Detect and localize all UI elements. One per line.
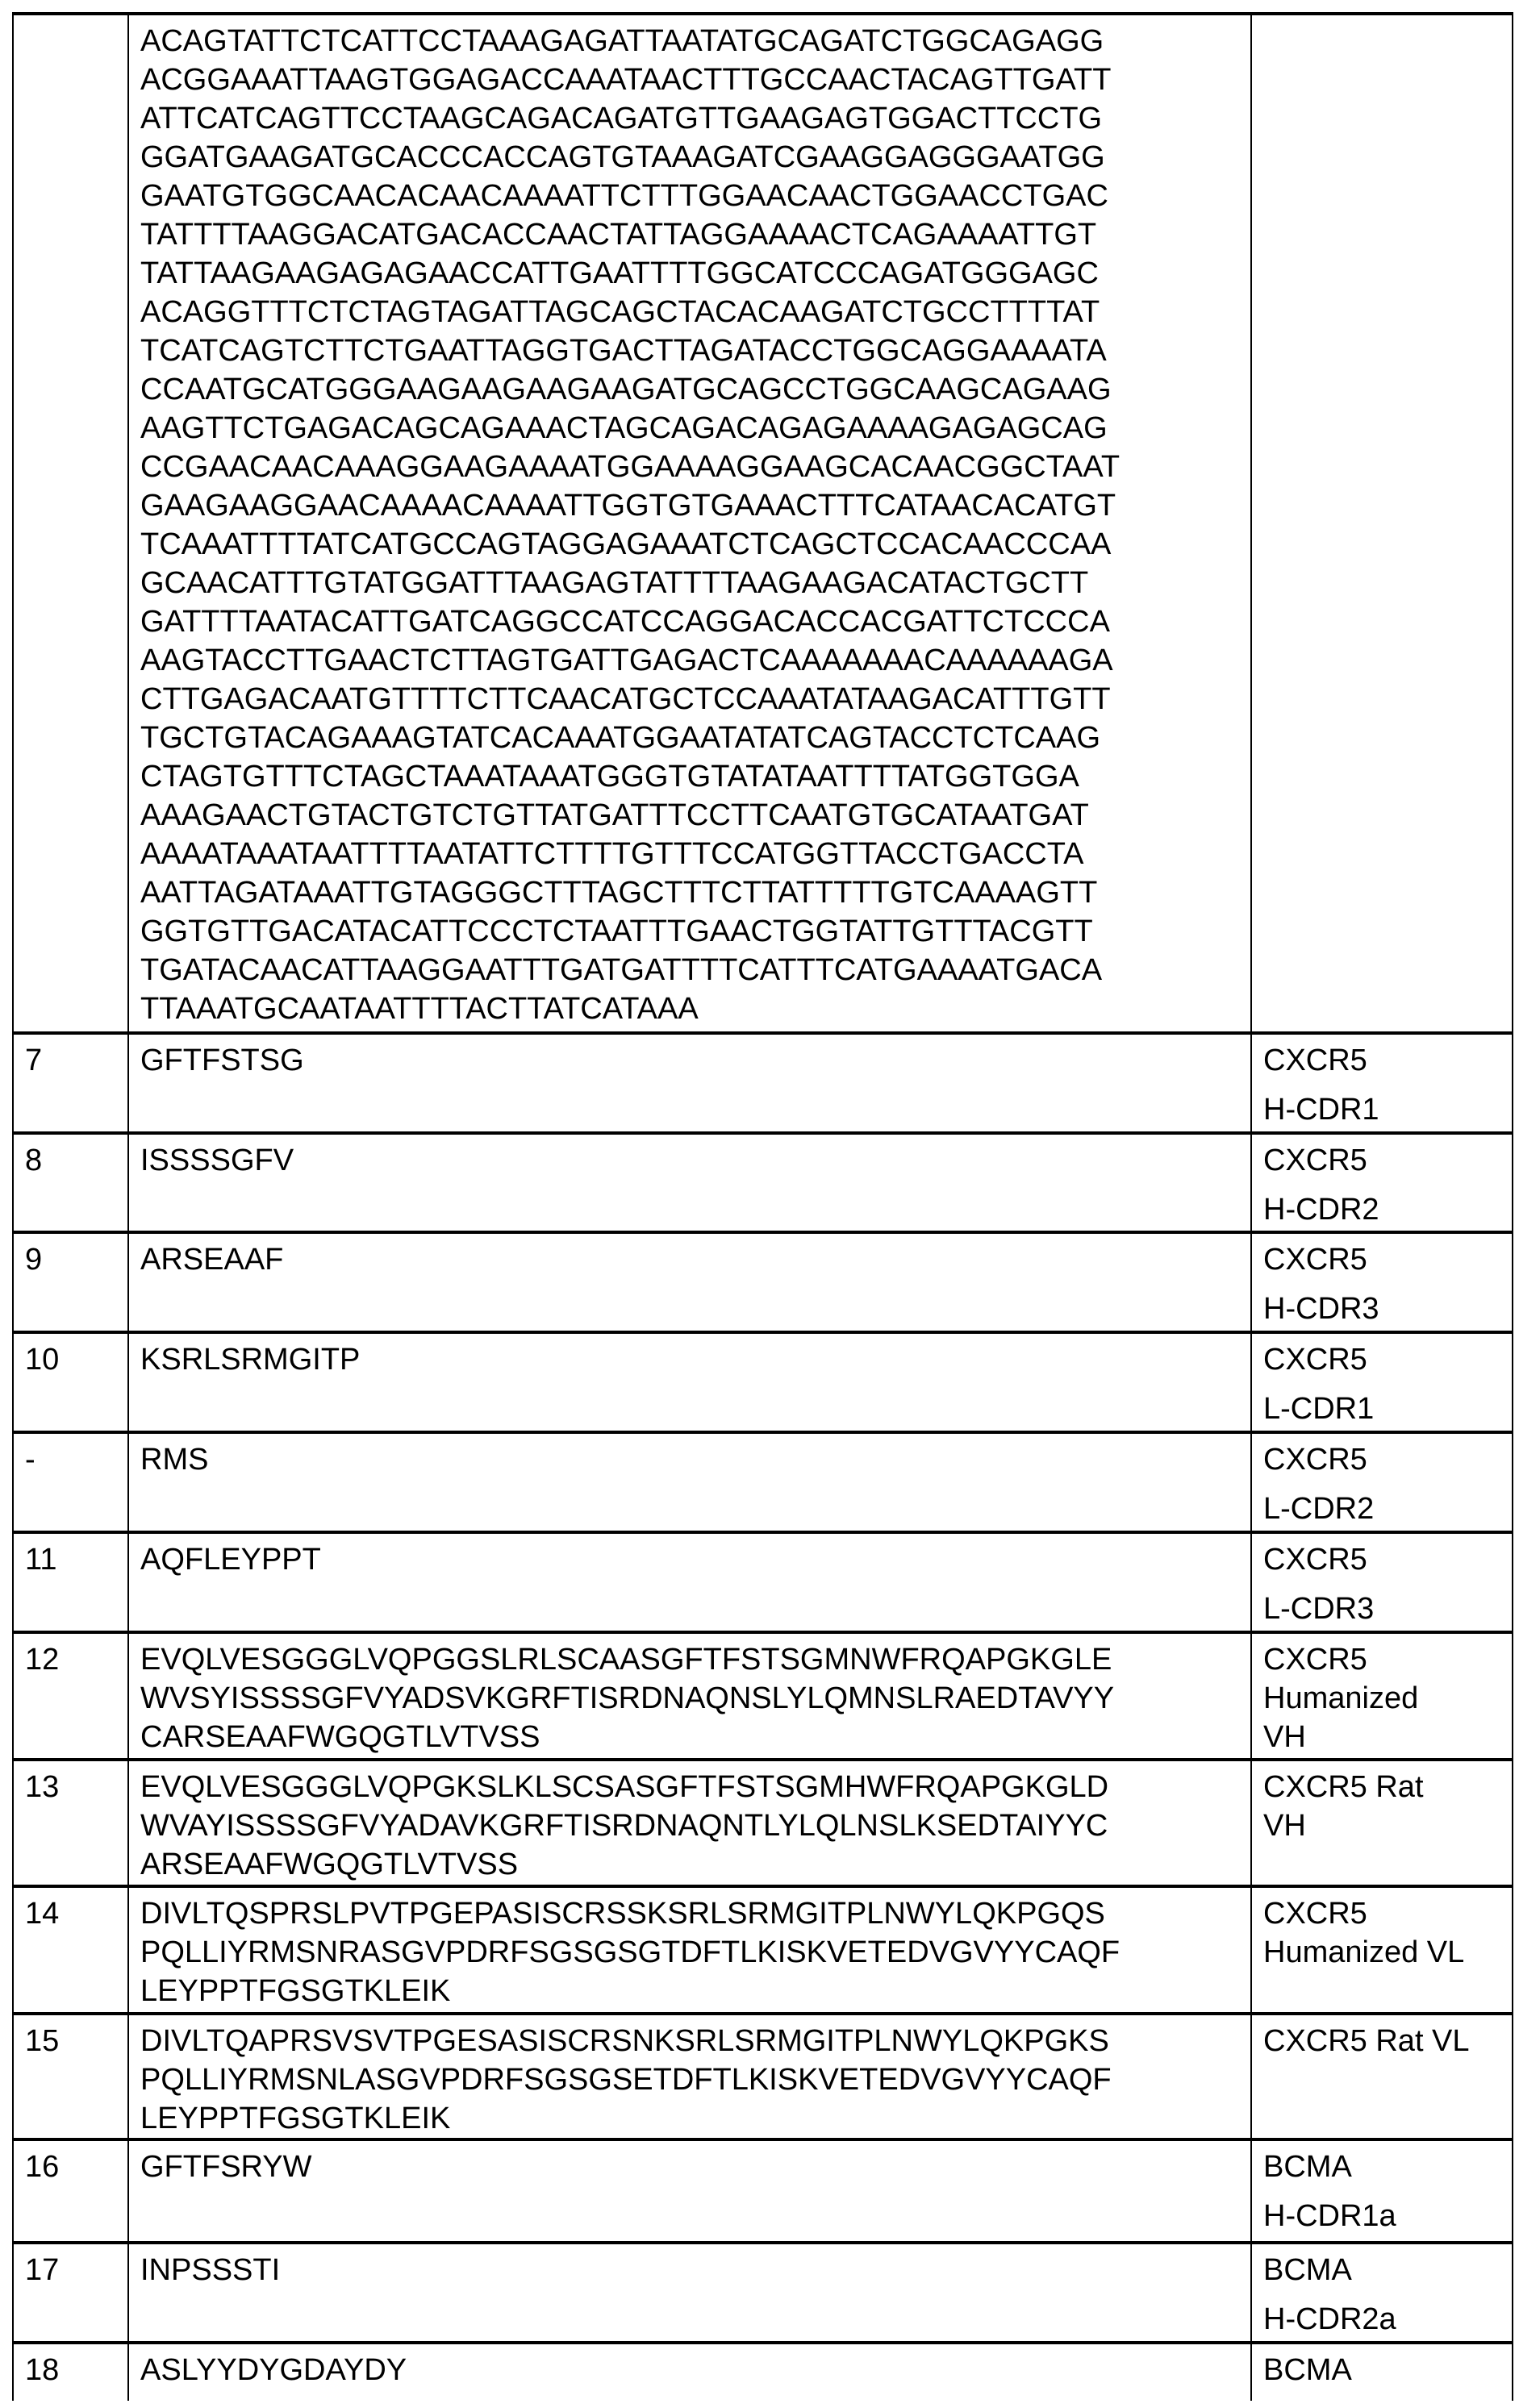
table-row <box>14 1135 1512 1234</box>
description-line: L-CDR3 <box>1263 1585 1500 1634</box>
seq-id-cell <box>14 2344 129 2401</box>
seq-id-cell <box>14 1434 129 1531</box>
description-line: CXCR5 <box>1263 1036 1500 1085</box>
table-row <box>14 1534 1512 1634</box>
description-line: L-CDR2 <box>1263 1485 1500 1534</box>
sequence-cell <box>129 1434 1252 1531</box>
sequence-cell <box>129 1234 1252 1331</box>
description-line: Humanized <box>1263 1679 1500 1718</box>
description-cell <box>1252 1434 1512 1531</box>
sequence-cell <box>129 2141 1252 2241</box>
seq-id: 13 <box>25 1768 116 1806</box>
sequence-cell <box>129 2344 1252 2401</box>
sequence-line: INPSSSTI <box>140 2251 1239 2289</box>
sequence-line: GGTGTTGACATACATTCCCTCTAATTTGAACTGGTATTGTTTACGTT <box>140 912 1239 951</box>
sequence-cell <box>129 1135 1252 1231</box>
seq-id: 17 <box>25 2251 116 2289</box>
sequence-line: EVQLVESGGGLVQPGGSLRLSCAASGFTFSTSGMNWFRQAPGKGLE <box>140 1640 1239 1679</box>
description-cell <box>1252 1534 1512 1631</box>
seq-id: 8 <box>25 1141 116 1180</box>
description-line: CXCR5 <box>1263 1894 1500 1933</box>
seq-id: 7 <box>25 1041 116 1080</box>
sequence-line: ISSSSGFV <box>140 1141 1239 1180</box>
description-cell <box>1252 1761 1512 1885</box>
sequence-line: TTAAATGCAATAATTTTACTTATCATAAA <box>140 989 1239 1028</box>
sequence-line: CARSEAAFWGQGTLVTVSS <box>140 1718 1239 1756</box>
seq-id: 10 <box>25 1340 116 1379</box>
sequence-line: AAGTACCTTGAACTCTTAGTGATTGAGACTCAAAAAAACAAAAAAGA <box>140 641 1239 680</box>
table-row <box>14 12 1512 1035</box>
sequence-line: AAGTTCTGAGACAGCAGAAACTAGCAGACAGAGAAAAGAGAGCAG <box>140 409 1239 448</box>
description-cell <box>1252 2141 1512 2241</box>
sequence-line: ACAGTATTCTCATTCCTAAAGAGATTAATATGCAGATCTGGCAGAGG <box>140 22 1239 60</box>
description-line: BCMA <box>1263 2143 1500 2192</box>
sequence-line: ATTCATCAGTTCCTAAGCAGACAGATGTTGAAGAGTGGACTTCCTG <box>140 99 1239 138</box>
sequence-line: ACAGGTTTCTCTAGTAGATTAGCAGCTACACAAGATCTGCCTTTTAT <box>140 293 1239 331</box>
sequence-line: TCATCAGTCTTCTGAATTAGGTGACTTAGATACCTGGCAGGAAAATA <box>140 331 1239 370</box>
description-line: H-CDR3 <box>1263 1285 1500 1334</box>
description-cell <box>1252 1234 1512 1331</box>
sequence-line: DIVLTQSPRSLPVTPGEPASISCRSSKSRLSRMGITPLNWYLQKPGQS <box>140 1894 1239 1933</box>
seq-id-cell <box>14 1888 129 2012</box>
sequence-line: ASLYYDYGDAYDY <box>140 2351 1239 2389</box>
sequence-line: LEYPPTFGSGTKLEIK <box>140 1972 1239 2010</box>
sequence-line: DIVLTQAPRSVSVTPGESASISCRSNKSRLSRMGITPLNWYLQKPGKS <box>140 2022 1239 2060</box>
description-line: L-CDR1 <box>1263 1385 1500 1434</box>
sequence-cell <box>129 15 1252 1031</box>
sequence-line: GATTTTAATACATTGATCAGGCCATCCAGGACACCACGATTCTCCCA <box>140 602 1239 641</box>
sequence-cell <box>129 1534 1252 1631</box>
sequence-cell <box>129 1634 1252 1758</box>
table-row <box>14 2141 1512 2244</box>
sequence-cell <box>129 1035 1252 1131</box>
description-line: BCMA <box>1263 2246 1500 2295</box>
sequence-line: TATTTTAAGGACATGACACCAACTATTAGGAAAACTCAGAAAATTGT <box>140 215 1239 254</box>
seq-id-cell <box>14 1234 129 1331</box>
seq-id-cell <box>14 1534 129 1631</box>
sequence-line: KSRLSRMGITP <box>140 1340 1239 1379</box>
sequence-line: TCAAATTTTATCATGCCAGTAGGAGAAATCTCAGCTCCACAACCCAA <box>140 525 1239 564</box>
seq-id: 14 <box>25 1894 116 1933</box>
description-cell <box>1252 1888 1512 2012</box>
sequence-line: ARSEAAF <box>140 1240 1239 1279</box>
table-row <box>14 2244 1512 2344</box>
description-line: CXCR5 <box>1263 1640 1500 1679</box>
table-row <box>14 1888 1512 2015</box>
sequence-line: GFTFSTSG <box>140 1041 1239 1080</box>
sequence-line: CTAGTGTTTCTAGCTAAATAAATGGGTGTATATAATTTTATGGTGGA <box>140 757 1239 796</box>
sequence-line: PQLLIYRMSNRASGVPDRFSGSGSGTDFTLKISKVETEDVGVYYCAQF <box>140 1933 1239 1972</box>
description-line: CXCR5 <box>1263 1535 1500 1585</box>
seq-id: 12 <box>25 1640 116 1679</box>
seq-id-cell <box>14 1334 129 1431</box>
table-row <box>14 2344 1512 2401</box>
sequence-line: TGATACAACATTAAGGAATTTGATGATTTTCATTTCATGAAAATGACA <box>140 951 1239 989</box>
description-line: VH <box>1263 1806 1500 1845</box>
seq-id-cell <box>14 1035 129 1131</box>
sequence-line: WVAYISSSSGFVYADAVKGRFTISRDNAQNTLYLQLNSLKSEDTAIYYC <box>140 1806 1239 1845</box>
sequence-line: AQFLEYPPT <box>140 1540 1239 1579</box>
sequence-cell <box>129 2015 1252 2138</box>
seq-id: 15 <box>25 2022 116 2060</box>
sequence-cell <box>129 2244 1252 2341</box>
sequence-line: CTTGAGACAATGTTTTCTTCAACATGCTCCAAATATAAGACATTTGTT <box>140 680 1239 719</box>
seq-id: - <box>25 1440 116 1479</box>
seq-id: 9 <box>25 1240 116 1279</box>
sequence-line: LEYPPTFGSGTKLEIK <box>140 2099 1239 2138</box>
table-row <box>14 1761 1512 1888</box>
sequence-line: CCAATGCATGGGAAGAAGAAGAAGATGCAGCCTGGCAAGCAGAAG <box>140 370 1239 409</box>
seq-id: 11 <box>25 1540 116 1579</box>
table-row <box>14 1334 1512 1434</box>
seq-id-cell <box>14 2015 129 2138</box>
description-cell <box>1252 2244 1512 2341</box>
sequence-table <box>12 12 1513 2401</box>
description-cell <box>1252 1334 1512 1431</box>
description-line: H-CDR1a <box>1263 2192 1500 2241</box>
seq-id: 16 <box>25 2148 116 2186</box>
table-row <box>14 1035 1512 1135</box>
description-cell <box>1252 2344 1512 2401</box>
sequence-line: GGATGAAGATGCACCCACCAGTGTAAAGATCGAAGGAGGGAATGG <box>140 138 1239 177</box>
seq-id-cell <box>14 15 129 1031</box>
description-line: CXCR5 <box>1263 1235 1500 1285</box>
sequence-line: GAATGTGGCAACACAACAAAATTCTTTGGAACAACTGGAACCTGAC <box>140 177 1239 215</box>
sequence-line: ARSEAAFWGQGTLVTVSS <box>140 1845 1239 1884</box>
sequence-line: AAAGAACTGTACTGTCTGTTATGATTTCCTTCAATGTGCATAATGAT <box>140 796 1239 835</box>
sequence-cell <box>129 1761 1252 1885</box>
sequence-line: RMS <box>140 1440 1239 1479</box>
seq-id-cell <box>14 1135 129 1231</box>
sequence-line: CCGAACAACAAAGGAAGAAAATGGAAAAGGAAGCACAACGGCTAAT <box>140 448 1239 486</box>
table-row <box>14 1634 1512 1761</box>
description-cell <box>1252 1035 1512 1131</box>
sequence-line: WVSYISSSSGFVYADSVKGRFTISRDNAQNSLYLQMNSLRAEDTAVYY <box>140 1679 1239 1718</box>
description-line: CXCR5 <box>1263 1335 1500 1385</box>
description-cell <box>1252 15 1512 1031</box>
seq-id-cell <box>14 2141 129 2241</box>
sequence-cell <box>129 1888 1252 2012</box>
sequence-line: ACGGAAATTAAGTGGAGACCAAATAACTTTGCCAACTACAGTTGATT <box>140 60 1239 99</box>
description-line: CXCR5 Rat VL <box>1263 2022 1500 2060</box>
sequence-line: GCAACATTTGTATGGATTTAAGAGTATTTTAAGAAGACATACTGCTT <box>140 564 1239 602</box>
sequence-line: AAAATAAATAATTTTAATATTCTTTTGTTTCCATGGTTACCTGACCTA <box>140 835 1239 873</box>
sequence-cell <box>129 1334 1252 1431</box>
description-line: Humanized VL <box>1263 1933 1500 1972</box>
description-cell <box>1252 2015 1512 2138</box>
sequence-line: GAAGAAGGAACAAAACAAAATTGGTGTGAAACTTTCATAACACATGT <box>140 486 1239 525</box>
sequence-line: TATTAAGAAGAGAGAACCATTGAATTTTGGCATCCCAGATGGGAGC <box>140 254 1239 293</box>
description-cell <box>1252 1135 1512 1231</box>
description-line: H-CDR2 <box>1263 1185 1500 1235</box>
sequence-line: TGCTGTACAGAAAGTATCACAAATGGAATATATCAGTACCTCTCAAG <box>140 719 1239 757</box>
description-line: CXCR5 <box>1263 1435 1500 1485</box>
sequence-line: PQLLIYRMSNLASGVPDRFSGSGSETDFTLKISKVETEDVGVYYCAQF <box>140 2060 1239 2099</box>
table-row <box>14 1234 1512 1334</box>
seq-id-cell <box>14 1761 129 1885</box>
sequence-line: GFTFSRYW <box>140 2148 1239 2186</box>
table-row <box>14 2015 1512 2141</box>
description-line: VH <box>1263 1718 1500 1756</box>
description-line: CXCR5 Rat <box>1263 1768 1500 1806</box>
sequence-line: EVQLVESGGGLVQPGKSLKLSCSASGFTFSTSGMHWFRQAPGKGLD <box>140 1768 1239 1806</box>
description-line: CXCR5 <box>1263 1136 1500 1185</box>
sequence-line: AATTAGATAAATTGTAGGGCTTTAGCTTTCTTATTTTTGTCAAAAGTT <box>140 873 1239 912</box>
seq-id-cell <box>14 1634 129 1758</box>
table-row <box>14 1434 1512 1534</box>
seq-id: 18 <box>25 2351 116 2389</box>
seq-id-cell <box>14 2244 129 2341</box>
description-line: H-CDR1 <box>1263 1085 1500 1135</box>
description-line: BCMA <box>1263 2346 1500 2395</box>
description-cell <box>1252 1634 1512 1758</box>
description-line: H-CDR2a <box>1263 2295 1500 2344</box>
